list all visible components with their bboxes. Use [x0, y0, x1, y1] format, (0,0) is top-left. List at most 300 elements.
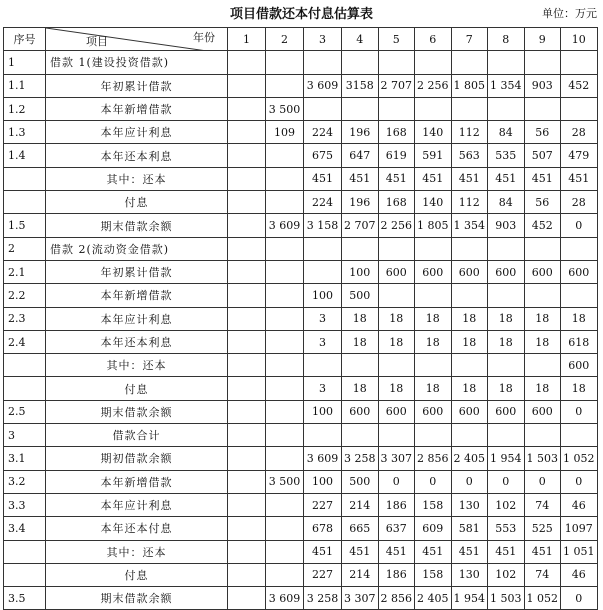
value-cell: 46 — [561, 563, 598, 586]
value-cell: 600 — [378, 260, 415, 283]
value-cell: 18 — [524, 377, 561, 400]
value-cell: 3 — [304, 307, 342, 330]
header-year: 7 — [451, 28, 488, 51]
row-item-label: 付息 — [46, 191, 228, 214]
value-cell: 196 — [342, 191, 379, 214]
value-cell — [228, 97, 266, 120]
value-cell: 28 — [561, 191, 598, 214]
value-cell: 675 — [304, 144, 342, 167]
value-cell: 3 158 — [304, 214, 342, 237]
row-item-label: 本年新增借款 — [46, 470, 228, 493]
value-cell: 214 — [342, 563, 379, 586]
value-cell — [451, 237, 488, 260]
table-row — [4, 563, 598, 586]
row-number: 3 — [4, 424, 46, 447]
value-cell: 18 — [451, 330, 488, 353]
value-cell — [228, 237, 266, 260]
table-row — [4, 307, 598, 330]
value-cell: 452 — [524, 214, 561, 237]
value-cell: 2 405 — [451, 447, 488, 470]
value-cell: 451 — [342, 540, 379, 563]
table-row — [4, 97, 598, 120]
header-year: 10 — [561, 28, 598, 51]
value-cell — [228, 307, 266, 330]
value-cell: 600 — [378, 400, 415, 423]
value-cell — [266, 400, 304, 423]
value-cell — [304, 424, 342, 447]
value-cell: 2 256 — [415, 74, 452, 97]
value-cell: 600 — [451, 400, 488, 423]
table-row — [4, 121, 598, 144]
value-cell: 451 — [451, 167, 488, 190]
row-number: 2.4 — [4, 330, 46, 353]
value-cell: 1 052 — [524, 587, 561, 610]
table-title: 项目借款还本付息估算表 — [229, 7, 373, 22]
value-cell: 227 — [304, 563, 342, 586]
row-item-label: 本年应计利息 — [46, 493, 228, 516]
value-cell: 214 — [342, 493, 379, 516]
header-year: 6 — [415, 28, 452, 51]
row-number: 1.1 — [4, 74, 46, 97]
value-cell: 18 — [524, 330, 561, 353]
value-cell — [378, 237, 415, 260]
value-cell — [524, 424, 561, 447]
value-cell: 452 — [561, 74, 598, 97]
value-cell: 3 609 — [266, 214, 304, 237]
value-cell: 102 — [488, 563, 525, 586]
header-year: 5 — [378, 28, 415, 51]
header-row — [4, 28, 598, 51]
value-cell — [304, 354, 342, 377]
value-cell: 451 — [415, 540, 452, 563]
value-cell: 1 805 — [415, 214, 452, 237]
value-cell — [488, 237, 525, 260]
value-cell: 18 — [451, 307, 488, 330]
value-cell — [561, 424, 598, 447]
value-cell — [378, 97, 415, 120]
table-row — [4, 354, 598, 377]
value-cell: 74 — [524, 493, 561, 516]
table-row — [4, 237, 598, 260]
value-cell — [378, 51, 415, 74]
table-row — [4, 284, 598, 307]
value-cell: 618 — [561, 330, 598, 353]
value-cell: 18 — [561, 307, 598, 330]
value-cell: 451 — [451, 540, 488, 563]
value-cell: 1097 — [561, 517, 598, 540]
value-cell — [266, 307, 304, 330]
value-cell: 0 — [488, 470, 525, 493]
value-cell: 600 — [415, 400, 452, 423]
header-year: 8 — [488, 28, 525, 51]
value-cell — [228, 121, 266, 144]
row-item-label: 本年新增借款 — [46, 284, 228, 307]
value-cell: 46 — [561, 493, 598, 516]
value-cell — [228, 144, 266, 167]
value-cell: 2 707 — [342, 214, 379, 237]
value-cell: 130 — [451, 493, 488, 516]
value-cell: 3 258 — [304, 587, 342, 610]
value-cell: 451 — [304, 540, 342, 563]
value-cell: 451 — [415, 167, 452, 190]
header-year: 3 — [304, 28, 342, 51]
row-number: 2.2 — [4, 284, 46, 307]
row-number: 3.5 — [4, 587, 46, 610]
value-cell: 581 — [451, 517, 488, 540]
value-cell: 196 — [342, 121, 379, 144]
value-cell — [228, 330, 266, 353]
value-cell: 168 — [378, 191, 415, 214]
value-cell: 1 354 — [488, 74, 525, 97]
value-cell: 1 954 — [488, 447, 525, 470]
value-cell — [266, 493, 304, 516]
value-cell — [561, 51, 598, 74]
value-cell — [524, 354, 561, 377]
row-number: 3.2 — [4, 470, 46, 493]
value-cell — [342, 97, 379, 120]
table-row — [4, 191, 598, 214]
value-cell: 224 — [304, 191, 342, 214]
value-cell: 140 — [415, 121, 452, 144]
value-cell: 84 — [488, 191, 525, 214]
value-cell: 600 — [561, 354, 598, 377]
table-row — [4, 330, 598, 353]
row-item-label: 本年应计利息 — [46, 121, 228, 144]
value-cell: 18 — [378, 307, 415, 330]
value-cell: 18 — [561, 377, 598, 400]
value-cell — [488, 284, 525, 307]
value-cell: 140 — [415, 191, 452, 214]
value-cell — [561, 97, 598, 120]
value-cell: 3158 — [342, 74, 379, 97]
table-row — [4, 587, 598, 610]
value-cell — [488, 97, 525, 120]
table-row — [4, 260, 598, 283]
row-item-label: 借款合计 — [46, 424, 228, 447]
value-cell: 18 — [415, 330, 452, 353]
value-cell — [304, 51, 342, 74]
value-cell: 18 — [342, 307, 379, 330]
header-no: 序号 — [4, 28, 46, 51]
value-cell — [228, 447, 266, 470]
value-cell: 100 — [304, 284, 342, 307]
value-cell — [378, 284, 415, 307]
value-cell: 3 258 — [342, 447, 379, 470]
value-cell — [304, 237, 342, 260]
value-cell: 18 — [524, 307, 561, 330]
row-number: 3.1 — [4, 447, 46, 470]
table-row — [4, 470, 598, 493]
table-body — [4, 51, 598, 610]
row-item-label: 期初借款余额 — [46, 447, 228, 470]
value-cell: 500 — [342, 470, 379, 493]
value-cell: 18 — [342, 330, 379, 353]
value-cell: 18 — [342, 377, 379, 400]
row-item-label: 借款 2(流动资金借款) — [46, 237, 228, 260]
value-cell: 451 — [378, 540, 415, 563]
value-cell — [228, 493, 266, 516]
value-cell: 479 — [561, 144, 598, 167]
value-cell: 84 — [488, 121, 525, 144]
row-number — [4, 540, 46, 563]
row-number — [4, 167, 46, 190]
value-cell — [266, 260, 304, 283]
header-year: 4 — [342, 28, 379, 51]
value-cell: 168 — [378, 121, 415, 144]
value-cell — [228, 517, 266, 540]
value-cell — [266, 51, 304, 74]
value-cell: 600 — [561, 260, 598, 283]
value-cell: 600 — [488, 260, 525, 283]
value-cell — [228, 540, 266, 563]
value-cell — [378, 424, 415, 447]
unit-label: 单位：万元 — [542, 7, 597, 20]
row-item-label: 期末借款余额 — [46, 214, 228, 237]
value-cell: 600 — [451, 260, 488, 283]
value-cell: 130 — [451, 563, 488, 586]
value-cell — [451, 97, 488, 120]
value-cell — [561, 284, 598, 307]
table-row — [4, 51, 598, 74]
value-cell: 18 — [378, 330, 415, 353]
value-cell — [304, 97, 342, 120]
value-cell: 451 — [524, 540, 561, 563]
value-cell: 0 — [415, 470, 452, 493]
value-cell: 903 — [524, 74, 561, 97]
value-cell — [378, 354, 415, 377]
value-cell: 0 — [561, 470, 598, 493]
value-cell: 74 — [524, 563, 561, 586]
row-item-label: 本年新增借款 — [46, 97, 228, 120]
value-cell: 109 — [266, 121, 304, 144]
row-item-label: 本年还本付息 — [46, 517, 228, 540]
value-cell: 0 — [451, 470, 488, 493]
value-cell — [524, 51, 561, 74]
value-cell: 525 — [524, 517, 561, 540]
row-item-label: 其中：还本 — [46, 354, 228, 377]
row-number — [4, 563, 46, 586]
value-cell — [266, 447, 304, 470]
value-cell — [228, 214, 266, 237]
value-cell — [228, 260, 266, 283]
value-cell — [228, 400, 266, 423]
value-cell: 28 — [561, 121, 598, 144]
value-cell — [415, 424, 452, 447]
value-cell — [228, 191, 266, 214]
row-item-label: 年初累计借款 — [46, 260, 228, 283]
value-cell: 619 — [378, 144, 415, 167]
row-number: 3.4 — [4, 517, 46, 540]
value-cell — [228, 51, 266, 74]
value-cell — [266, 540, 304, 563]
value-cell: 0 — [378, 470, 415, 493]
value-cell — [228, 74, 266, 97]
value-cell — [451, 284, 488, 307]
row-number — [4, 191, 46, 214]
value-cell: 0 — [561, 400, 598, 423]
value-cell: 600 — [524, 260, 561, 283]
value-cell — [266, 563, 304, 586]
value-cell: 158 — [415, 493, 452, 516]
value-cell: 2 856 — [378, 587, 415, 610]
value-cell — [266, 354, 304, 377]
value-cell — [451, 424, 488, 447]
value-cell — [266, 330, 304, 353]
value-cell: 18 — [415, 377, 452, 400]
value-cell — [228, 424, 266, 447]
row-item-label: 其中：还本 — [46, 167, 228, 190]
value-cell: 2 856 — [415, 447, 452, 470]
row-item-label: 期末借款余额 — [46, 587, 228, 610]
value-cell: 609 — [415, 517, 452, 540]
value-cell — [524, 97, 561, 120]
value-cell: 3 — [304, 377, 342, 400]
value-cell: 665 — [342, 517, 379, 540]
value-cell — [228, 167, 266, 190]
value-cell — [451, 51, 488, 74]
value-cell — [266, 237, 304, 260]
value-cell: 600 — [342, 400, 379, 423]
value-cell — [266, 74, 304, 97]
value-cell: 3 609 — [266, 587, 304, 610]
row-number: 1.4 — [4, 144, 46, 167]
header-year: 1 — [228, 28, 266, 51]
value-cell — [266, 284, 304, 307]
value-cell — [488, 51, 525, 74]
row-number: 1.2 — [4, 97, 46, 120]
value-cell — [524, 237, 561, 260]
value-cell — [342, 424, 379, 447]
header-diagonal-cell — [46, 28, 228, 51]
value-cell: 451 — [342, 167, 379, 190]
row-number — [4, 354, 46, 377]
value-cell: 18 — [488, 377, 525, 400]
value-cell: 0 — [524, 470, 561, 493]
value-cell — [266, 424, 304, 447]
value-cell: 102 — [488, 493, 525, 516]
value-cell — [228, 377, 266, 400]
row-number: 1 — [4, 51, 46, 74]
row-item-label: 年初累计借款 — [46, 74, 228, 97]
value-cell: 637 — [378, 517, 415, 540]
value-cell: 678 — [304, 517, 342, 540]
value-cell — [415, 51, 452, 74]
value-cell: 600 — [415, 260, 452, 283]
value-cell — [266, 517, 304, 540]
value-cell — [342, 354, 379, 377]
value-cell: 3 609 — [304, 74, 342, 97]
value-cell: 903 — [488, 214, 525, 237]
value-cell: 18 — [378, 377, 415, 400]
value-cell — [451, 354, 488, 377]
table-row — [4, 74, 598, 97]
row-item-label: 其中：还本 — [46, 540, 228, 563]
table-row — [4, 167, 598, 190]
value-cell — [266, 167, 304, 190]
value-cell: 1 052 — [561, 447, 598, 470]
value-cell: 563 — [451, 144, 488, 167]
value-cell: 112 — [451, 191, 488, 214]
row-item-label: 本年还本利息 — [46, 330, 228, 353]
value-cell: 451 — [524, 167, 561, 190]
value-cell — [228, 284, 266, 307]
value-cell — [342, 237, 379, 260]
value-cell: 186 — [378, 563, 415, 586]
value-cell — [228, 470, 266, 493]
table-row — [4, 517, 598, 540]
value-cell: 1 503 — [488, 587, 525, 610]
table-row — [4, 214, 598, 237]
row-number: 2.5 — [4, 400, 46, 423]
value-cell — [266, 191, 304, 214]
value-cell: 3 — [304, 330, 342, 353]
value-cell: 600 — [488, 400, 525, 423]
table-row — [4, 424, 598, 447]
table-row — [4, 540, 598, 563]
value-cell: 1 954 — [451, 587, 488, 610]
value-cell — [488, 354, 525, 377]
value-cell: 158 — [415, 563, 452, 586]
value-cell: 591 — [415, 144, 452, 167]
value-cell: 18 — [488, 307, 525, 330]
value-cell: 18 — [451, 377, 488, 400]
value-cell: 451 — [561, 167, 598, 190]
value-cell: 451 — [488, 167, 525, 190]
value-cell: 1 354 — [451, 214, 488, 237]
value-cell — [266, 377, 304, 400]
row-item-label: 付息 — [46, 563, 228, 586]
row-item-label: 期末借款余额 — [46, 400, 228, 423]
row-number: 3.3 — [4, 493, 46, 516]
value-cell: 18 — [415, 307, 452, 330]
value-cell — [524, 284, 561, 307]
table-row — [4, 400, 598, 423]
value-cell: 3 609 — [304, 447, 342, 470]
value-cell: 3 500 — [266, 97, 304, 120]
value-cell: 224 — [304, 121, 342, 144]
row-item-label: 本年还本利息 — [46, 144, 228, 167]
value-cell: 2 405 — [415, 587, 452, 610]
header-item-label: 项目 — [86, 35, 108, 49]
value-cell: 3 307 — [378, 447, 415, 470]
value-cell: 100 — [342, 260, 379, 283]
header-year: 9 — [524, 28, 561, 51]
value-cell: 2 707 — [378, 74, 415, 97]
row-item-label: 借款 1(建设投资借款) — [46, 51, 228, 74]
row-number: 2 — [4, 237, 46, 260]
row-number: 2.3 — [4, 307, 46, 330]
row-number: 1.5 — [4, 214, 46, 237]
value-cell: 0 — [561, 214, 598, 237]
value-cell: 600 — [524, 400, 561, 423]
value-cell — [415, 354, 452, 377]
value-cell — [561, 237, 598, 260]
value-cell: 3 307 — [342, 587, 379, 610]
value-cell: 553 — [488, 517, 525, 540]
value-cell: 451 — [304, 167, 342, 190]
value-cell — [415, 97, 452, 120]
value-cell — [228, 563, 266, 586]
row-item-label: 本年应计利息 — [46, 307, 228, 330]
value-cell: 3 500 — [266, 470, 304, 493]
value-cell — [342, 51, 379, 74]
value-cell — [304, 260, 342, 283]
value-cell: 1 805 — [451, 74, 488, 97]
value-cell: 507 — [524, 144, 561, 167]
table-row — [4, 144, 598, 167]
value-cell: 0 — [561, 587, 598, 610]
row-number — [4, 377, 46, 400]
